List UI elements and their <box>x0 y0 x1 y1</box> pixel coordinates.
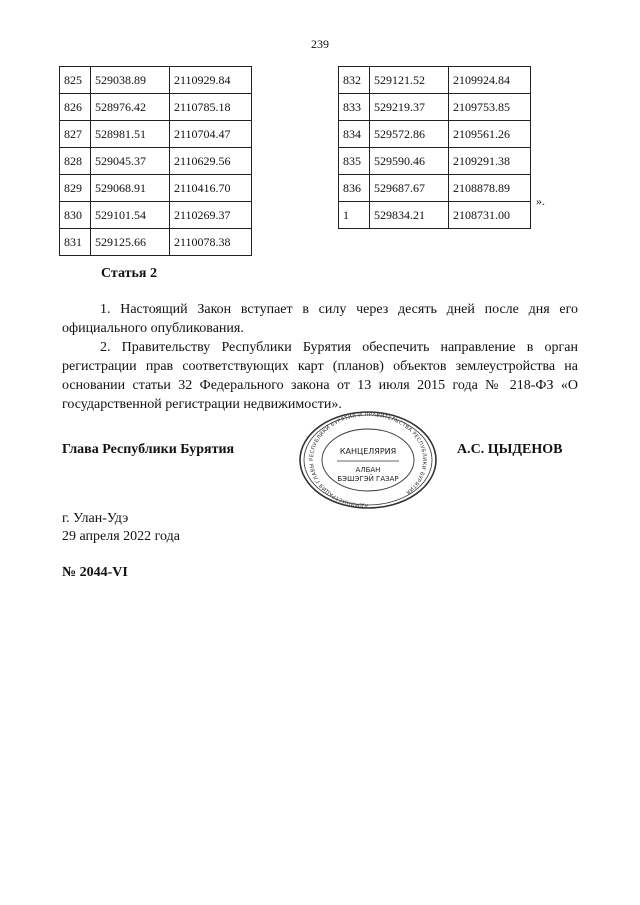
table-row <box>60 202 252 229</box>
table-row <box>339 67 531 94</box>
point-number-cell: 827 <box>60 121 91 148</box>
x-coordinate-cell: 529219.37 <box>370 94 449 121</box>
x-coordinate-cell: 529045.37 <box>91 148 170 175</box>
point-number-cell: 829 <box>60 175 91 202</box>
seal-line-2: АЛБАН <box>355 466 381 474</box>
x-coordinate-cell: 529101.54 <box>91 202 170 229</box>
table-row <box>339 148 531 175</box>
table-row <box>60 175 252 202</box>
law-number: № 2044-VI <box>62 565 128 580</box>
point-number-cell: 825 <box>60 67 91 94</box>
page-number: 239 <box>311 37 329 51</box>
seal-ring-text: АДМИНИСТРАЦИЯ ГЛАВЫ РЕСПУБЛИКИ БУРЯТИЯ И ПРАВИТЕЛЬСТВА РЕСПУБЛИКИ БУРЯТИЯ <box>308 411 428 509</box>
table-row <box>339 121 531 148</box>
point-number-cell: 830 <box>60 202 91 229</box>
signatory-name: А.С. ЦЫДЕНОВ <box>457 442 563 457</box>
table-row <box>60 148 252 175</box>
closing-quote: ». <box>536 194 545 208</box>
y-coordinate-cell: 2110704.47 <box>170 121 252 148</box>
y-coordinate-cell: 2110416.70 <box>170 175 252 202</box>
y-coordinate-cell: 2110929.84 <box>170 67 252 94</box>
point-number-cell: 832 <box>339 67 370 94</box>
seal-line-1: КАНЦЕЛЯРИЯ <box>339 447 397 456</box>
y-coordinate-cell: 2110629.56 <box>170 148 252 175</box>
table-row <box>60 67 252 94</box>
x-coordinate-cell: 529068.91 <box>91 175 170 202</box>
svg-text:АДМИНИСТРАЦИЯ ГЛАВЫ РЕСПУБЛИКИ <box>309 412 427 508</box>
coordinates-table-left <box>59 66 252 256</box>
x-coordinate-cell: 529038.89 <box>91 67 170 94</box>
x-coordinate-cell: 529590.46 <box>370 148 449 175</box>
y-coordinate-cell: 2108731.00 <box>449 202 531 229</box>
y-coordinate-cell: 2108878.89 <box>449 175 531 202</box>
x-coordinate-cell: 529687.67 <box>370 175 449 202</box>
point-number-cell: 828 <box>60 148 91 175</box>
point-number-cell: 835 <box>339 148 370 175</box>
article-paragraph-2: 2. Правительству Республики Бурятия обеспечить направление в орган регистрации прав соответствующих карт (планов) объектов землеустройства на основании статьи 32 Федерального закона от 13 июля 2015 года № 218-ФЗ «О государственной регистрации недвижимости». <box>62 340 578 412</box>
coordinates-table-right <box>338 66 531 229</box>
point-number-cell: 836 <box>339 175 370 202</box>
table-row <box>60 121 252 148</box>
article-title: Статья 2 <box>101 266 157 281</box>
table-row <box>339 94 531 121</box>
y-coordinate-cell: 2109753.85 <box>449 94 531 121</box>
place: г. Улан-Удэ <box>62 511 129 526</box>
x-coordinate-cell: 529834.21 <box>370 202 449 229</box>
x-coordinate-cell: 529125.66 <box>91 229 170 256</box>
table-row <box>60 229 252 256</box>
x-coordinate-cell: 529121.52 <box>370 67 449 94</box>
article-paragraph-1: 1. Настоящий Закон вступает в силу через десять дней после дня его официального опубликования. <box>62 302 578 336</box>
y-coordinate-cell: 2110269.37 <box>170 202 252 229</box>
point-number-cell: 826 <box>60 94 91 121</box>
x-coordinate-cell: 529572.86 <box>370 121 449 148</box>
seal-line-3: БЭШЭГЭЙ ГАЗАР <box>337 475 399 483</box>
x-coordinate-cell: 528981.51 <box>91 121 170 148</box>
y-coordinate-cell: 2110785.18 <box>170 94 252 121</box>
point-number-cell: 831 <box>60 229 91 256</box>
table-row <box>60 94 252 121</box>
point-number-cell: 1 <box>339 202 370 229</box>
y-coordinate-cell: 2109561.26 <box>449 121 531 148</box>
point-number-cell: 833 <box>339 94 370 121</box>
date: 29 апреля 2022 года <box>62 529 180 544</box>
y-coordinate-cell: 2109291.38 <box>449 148 531 175</box>
table-row <box>339 202 531 229</box>
signatory-title: Глава Республики Бурятия <box>62 442 235 457</box>
official-seal <box>297 410 439 510</box>
y-coordinate-cell: 2110078.38 <box>170 229 252 256</box>
table-row <box>339 175 531 202</box>
point-number-cell: 834 <box>339 121 370 148</box>
x-coordinate-cell: 528976.42 <box>91 94 170 121</box>
y-coordinate-cell: 2109924.84 <box>449 67 531 94</box>
